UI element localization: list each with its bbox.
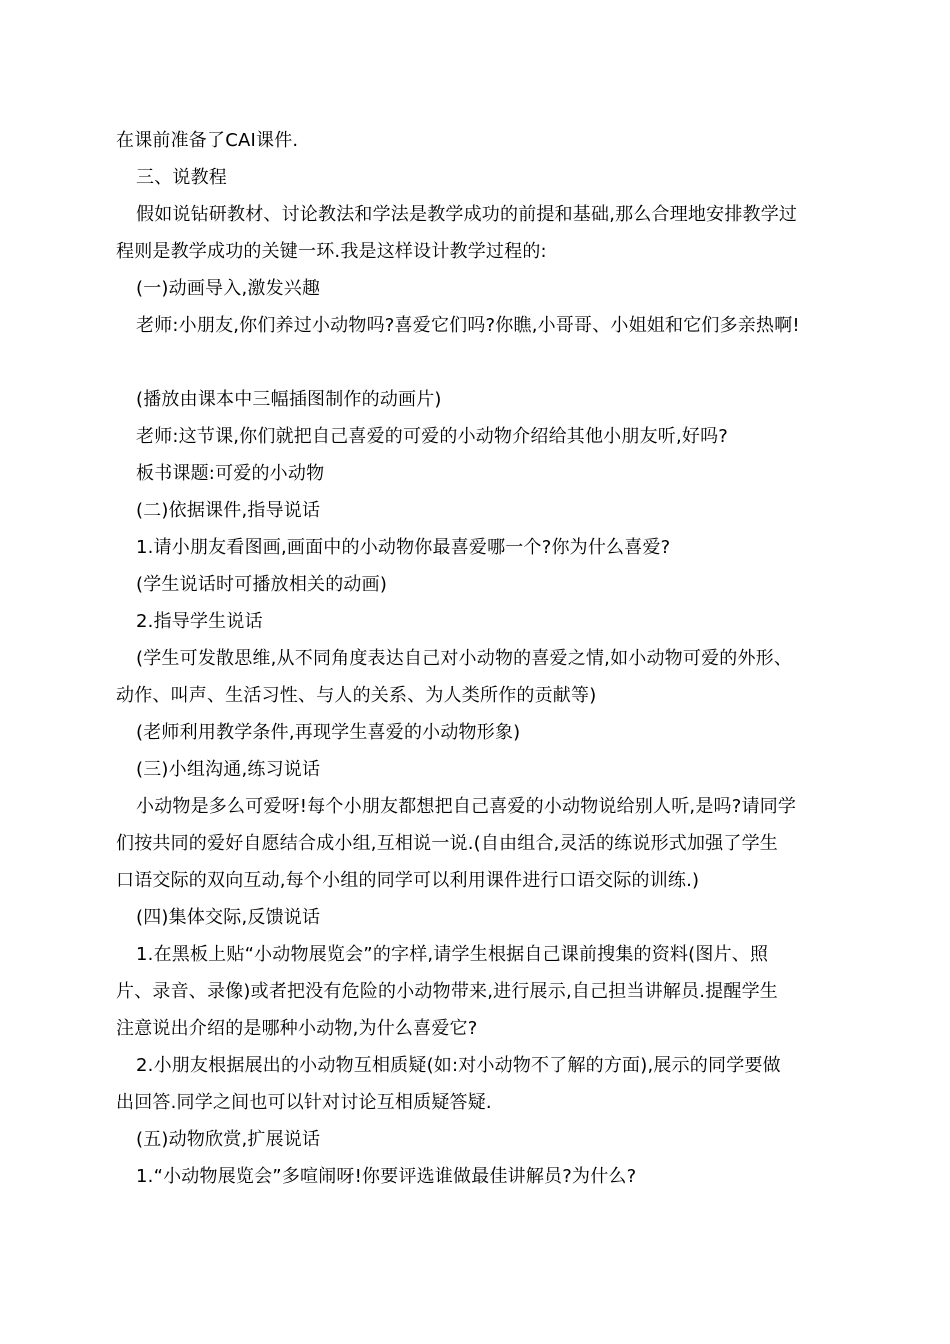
text-line: 板书课题:可爱的小动物 xyxy=(136,463,325,484)
text-line: 1.请小朋友看图画,画面中的小动物你最喜爱哪一个?你为什么喜爱? xyxy=(136,537,671,558)
text-line: (老师利用教学条件,再现学生喜爱的小动物形象) xyxy=(136,722,521,743)
subsection-heading: (二)依据课件,指导说话 xyxy=(136,500,321,521)
text-line: 2.小朋友根据展出的小动物互相质疑(如:对小动物不了解的方面),展示的同学要做 xyxy=(136,1055,781,1076)
text-line: 假如说钻研教材、讨论教法和学法是教学成功的前提和基础,那么合理地安排教学过 xyxy=(136,204,798,225)
subsection-heading: (三)小组沟通,练习说话 xyxy=(136,759,321,780)
document-body xyxy=(116,122,846,1195)
text-line: 注意说出介绍的是哪种小动物,为什么喜爱它? xyxy=(116,1018,478,1039)
text-line: (学生可发散思维,从不同角度表达自己对小动物的喜爱之情,如小动物可爱的外形、 xyxy=(136,648,793,669)
blank-line xyxy=(116,344,846,381)
text-line: 在课前准备了CAI课件. xyxy=(116,130,299,151)
text-line: 1.在黑板上贴“小动物展览会”的字样,请学生根据自己课前搜集的资料(图片、照 xyxy=(136,944,769,965)
text-line: (播放由课本中三幅插图制作的动画片) xyxy=(136,389,442,410)
text-line: 出回答.同学之间也可以针对讨论互相质疑答疑. xyxy=(116,1092,492,1113)
section-heading: 三、说教程 xyxy=(136,167,227,188)
text-line: 1.“小动物展览会”多喧闹呀!你要评选谁做最佳讲解员?为什么? xyxy=(136,1166,637,1187)
subsection-heading: (一)动画导入,激发兴趣 xyxy=(136,278,321,299)
text-line: 2.指导学生说话 xyxy=(136,611,263,632)
text-line: 片、录音、录像)或者把没有危险的小动物带来,进行展示,自己担当讲解员.提醒学生 xyxy=(116,981,778,1002)
text-line: 老师:这节课,你们就把自己喜爱的可爱的小动物介绍给其他小朋友听,好吗? xyxy=(136,426,729,447)
subsection-heading: (四)集体交际,反馈说话 xyxy=(136,907,321,928)
subsection-heading: (五)动物欣赏,扩展说话 xyxy=(136,1129,321,1150)
text-line: 们按共同的爱好自愿结合成小组,互相说一说.(自由组合,灵活的练说形式加强了学生 xyxy=(116,833,778,854)
text-line: 口语交际的双向互动,每个小组的同学可以利用课件进行口语交际的训练.) xyxy=(116,870,700,891)
text-line: 小动物是多么可爱呀!每个小朋友都想把自己喜爱的小动物说给别人听,是吗?请同学 xyxy=(136,796,797,817)
text-line: (学生说话时可播放相关的动画) xyxy=(136,574,388,595)
text-line: 程则是教学成功的关键一环.我是这样设计教学过程的: xyxy=(116,241,547,262)
text-line: 动作、叫声、生活习性、与人的关系、为人类所作的贡献等) xyxy=(116,685,597,706)
text-line: 老师:小朋友,你们养过小动物吗?喜爱它们吗?你瞧,小哥哥、小姐姐和它们多亲热啊! xyxy=(136,315,800,336)
